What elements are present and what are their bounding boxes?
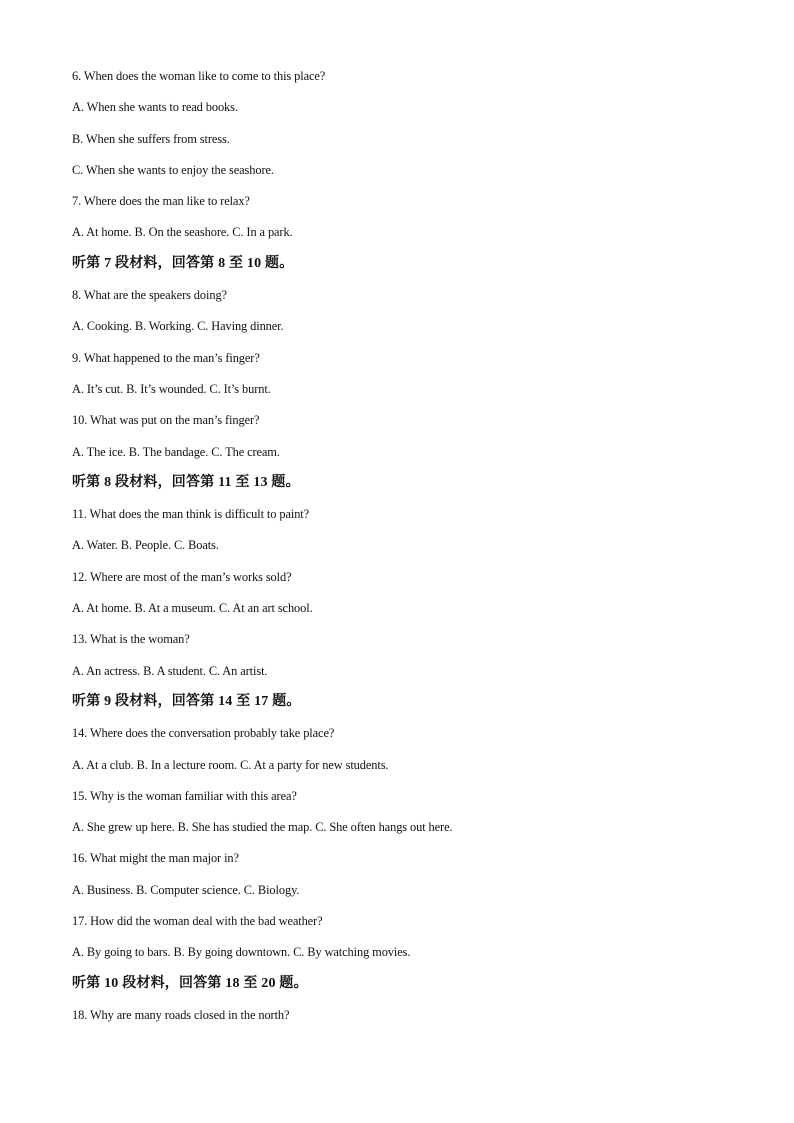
option-line: B. When she suffers from stress. [72, 131, 230, 146]
option-line: C. When she wants to enjoy the seashore. [72, 162, 274, 177]
question-line: 8. What are the speakers doing? [72, 288, 227, 303]
question-line: 15. Why is the woman familiar with this area? [72, 788, 297, 803]
question-line: 13. What is the woman? [72, 632, 190, 647]
option-line: A. At home. B. On the seashore. C. In a park. [72, 225, 293, 240]
question-line: 9. What happened to the man’s finger? [72, 350, 260, 365]
section-heading: 听第 7 段材料，回答第 8 至 10 题。 [72, 255, 294, 271]
question-line: 10. What was put on the man’s finger? [72, 413, 260, 428]
option-line: A. It’s cut. B. It’s wounded. C. It’s burnt. [72, 381, 271, 396]
question-line: 18. Why are many roads closed in the north? [72, 1007, 290, 1022]
question-line: 14. Where does the conversation probably take place? [72, 726, 335, 741]
option-line: A. By going to bars. B. By going downtown. C. By watching movies. [72, 945, 411, 960]
option-line: A. She grew up here. B. She has studied the map. C. She often hangs out here. [72, 820, 453, 835]
question-line: 7. Where does the man like to relax? [72, 194, 250, 209]
question-line: 16. What might the man major in? [72, 851, 239, 866]
question-line: 6. When does the woman like to come to this place? [72, 69, 326, 83]
option-line: A. Business. B. Computer science. C. Biology. [72, 882, 300, 897]
question-line: 17. How did the woman deal with the bad weather? [72, 914, 323, 929]
option-line: A. The ice. B. The bandage. C. The cream. [72, 444, 280, 459]
document-page [72, 66, 752, 1036]
option-line: A. Cooking. B. Working. C. Having dinner. [72, 319, 284, 334]
option-line: A. When she wants to read books. [72, 100, 238, 115]
question-line: 12. Where are most of the man’s works sold? [72, 569, 292, 584]
option-line: A. At a club. B. In a lecture room. C. At a party for new students. [72, 757, 389, 772]
section-heading: 听第 10 段材料，回答第 18 至 20 题。 [72, 975, 308, 991]
section-heading: 听第 9 段材料，回答第 14 至 17 题。 [72, 693, 301, 709]
option-line: A. Water. B. People. C. Boats. [72, 538, 219, 553]
question-line: 11. What does the man think is difficult to paint? [72, 507, 310, 522]
option-line: A. An actress. B. A student. C. An artist. [72, 663, 268, 678]
section-heading: 听第 8 段材料，回答第 11 至 13 题。 [72, 474, 300, 490]
option-line: A. At home. B. At a museum. C. At an art school. [72, 601, 313, 616]
